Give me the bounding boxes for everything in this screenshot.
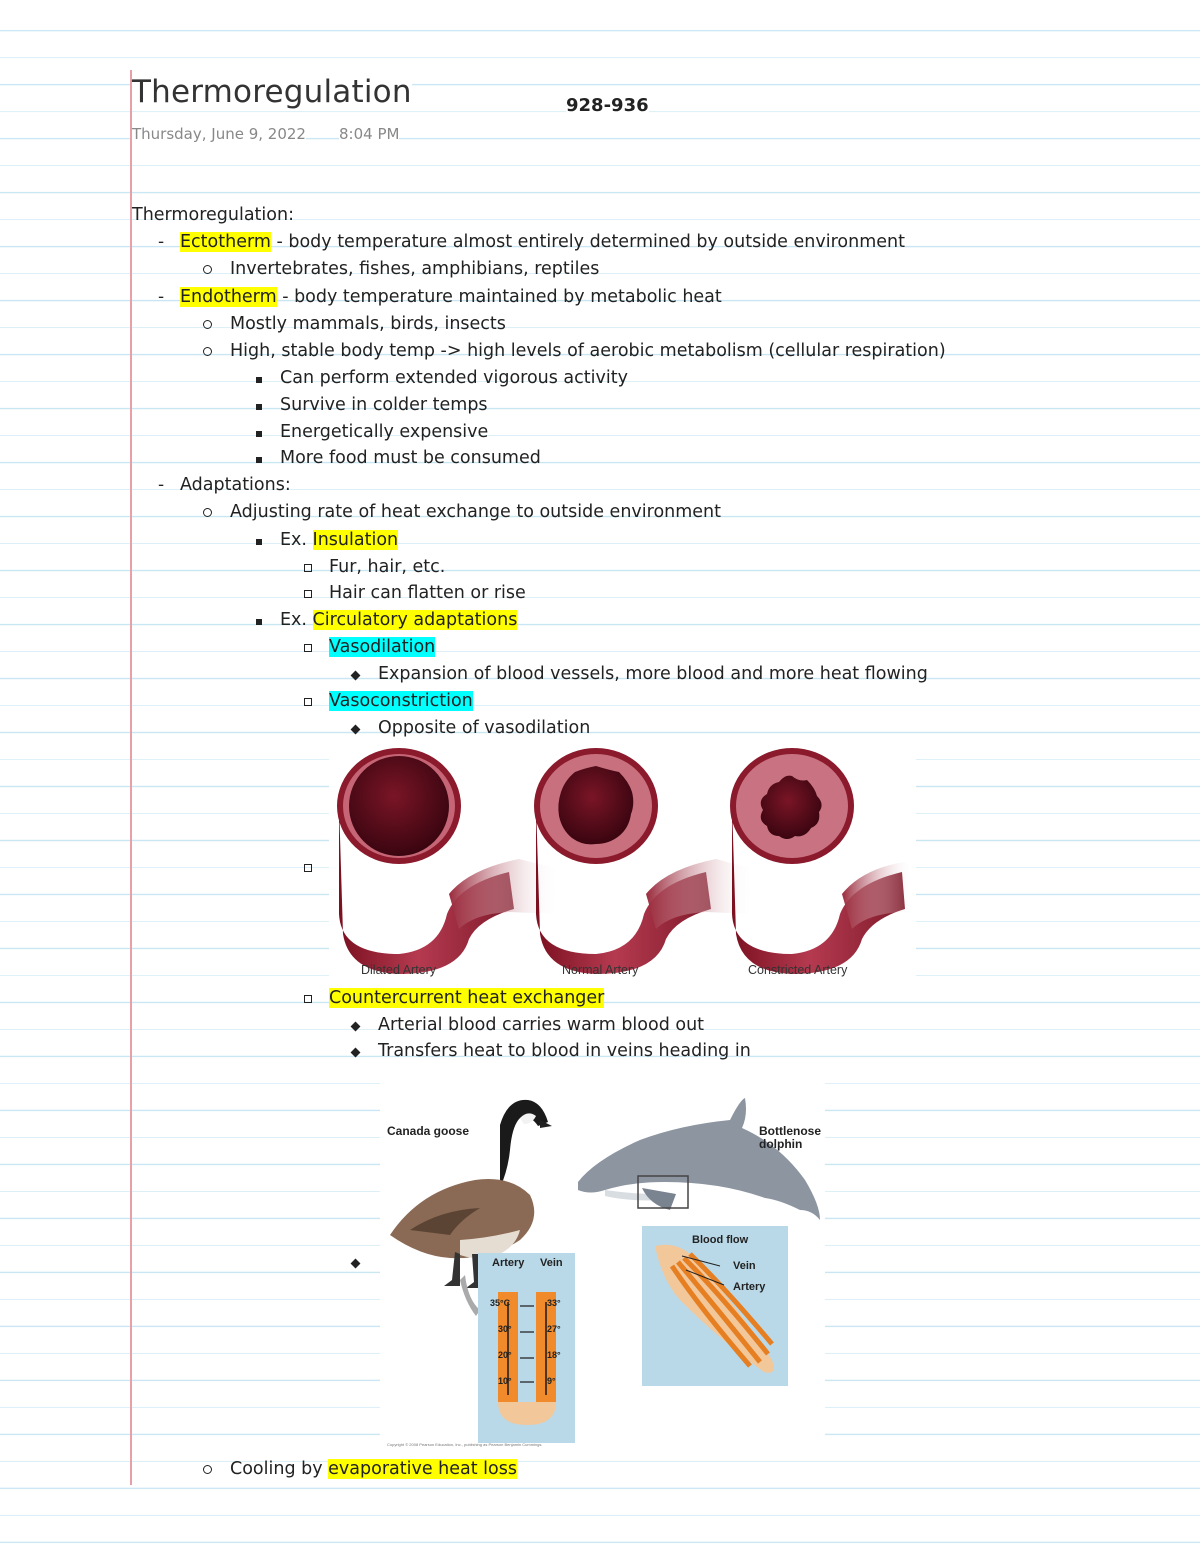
vasodilation-line: [329, 635, 435, 659]
insulation-example: Fur, hair, etc.: [329, 557, 446, 577]
normal-artery-label: Normal Artery: [562, 963, 639, 977]
hollow-square-bullet: [304, 986, 312, 1010]
vasodilation-definition: Expansion of blood vessels, more blood and more heat flowing: [378, 664, 928, 684]
page-range: 928-936: [566, 95, 649, 116]
diamond-bullet: [352, 662, 359, 686]
notes-heading: Thermoregulation:: [132, 205, 294, 225]
artery-figure: [329, 744, 916, 982]
endotherm-examples: Mostly mammals, birds, insects: [230, 314, 506, 334]
note-date: Thursday, June 9, 2022: [132, 125, 306, 143]
hollow-square-bullet: [304, 581, 312, 605]
dash-bullet: -: [158, 287, 165, 307]
ectotherm-term: Ectotherm: [180, 232, 271, 252]
vasoconstriction-definition: Opposite of vasodilation: [378, 718, 591, 738]
vein-temp: 9°: [547, 1376, 556, 1386]
countercurrent-point: Transfers heat to blood in veins heading in: [378, 1041, 751, 1061]
diamond-bullet: [352, 716, 359, 740]
ectotherm-line: Ectotherm - body temperature almost entirely determined by outside environment: [180, 232, 905, 252]
constricted-artery-label: Constricted Artery: [748, 963, 848, 977]
dolphin-artery-label: Artery: [733, 1281, 766, 1293]
circle-bullet: [203, 339, 212, 363]
circle-bullet: [203, 312, 212, 336]
diamond-bullet: [352, 1013, 359, 1037]
note-time: 8:04 PM: [339, 125, 400, 143]
dash-bullet: -: [158, 232, 165, 252]
circulatory-term: Circulatory adaptations: [312, 610, 518, 630]
artery-temp: 20°: [498, 1350, 512, 1360]
countercurrent-point: Arterial blood carries warm blood out: [378, 1015, 705, 1035]
adaptations-heading: Adaptations:: [180, 475, 291, 495]
goose-artery-label: Artery: [492, 1257, 525, 1269]
goose-heat-exchanger-diagram: [478, 1253, 575, 1443]
goose-vein-label: Vein: [540, 1257, 563, 1269]
countercurrent-line: [329, 986, 604, 1010]
countercurrent-figure: [380, 1070, 825, 1455]
endo-point: Energetically expensive: [280, 422, 489, 442]
dash-bullet: -: [158, 475, 165, 495]
dilated-artery-label: Dilated Artery: [361, 963, 437, 977]
endotherm-term: Endotherm: [180, 287, 277, 307]
dolphin-label: Bottlenose dolphin: [759, 1124, 822, 1151]
square-bullet: [256, 393, 262, 417]
circle-bullet: [203, 257, 212, 281]
artery-temp: 30°: [498, 1324, 512, 1334]
endotherm-metabolism: High, stable body temp -> high levels of aerobic metabolism (cellular respiration): [230, 341, 946, 361]
vein-temp: 18°: [547, 1350, 561, 1360]
page-title[interactable]: Thermoregulation: [132, 74, 412, 110]
dilated-artery-drawing: [337, 748, 559, 974]
hollow-square-bullet: [304, 855, 312, 879]
countercurrent-term: Countercurrent heat exchanger: [329, 988, 605, 1008]
figure-copyright: Copyright © 2008 Pearson Education, Inc., publishing as Pearson Benjamin Cummings.: [387, 1442, 543, 1447]
vein-temp: 33°: [547, 1298, 561, 1308]
artery-temp: 35°C: [490, 1298, 511, 1308]
circle-bullet: [203, 1457, 212, 1481]
circle-bullet: [203, 500, 212, 524]
dolphin-vein-label: Vein: [733, 1260, 756, 1272]
vasoconstriction-term: Vasoconstriction: [329, 691, 473, 711]
cooling-term: evaporative heat loss: [328, 1459, 517, 1479]
cooling-line: Cooling by evaporative heat loss: [230, 1459, 517, 1479]
hollow-square-bullet: [304, 555, 312, 579]
adjusting-line: Adjusting rate of heat exchange to outside environment: [230, 502, 722, 522]
square-bullet: [256, 528, 262, 552]
dolphin-drawing: [578, 1098, 820, 1220]
hollow-square-bullet: [304, 689, 312, 713]
diamond-bullet: [352, 1250, 359, 1274]
endo-point: More food must be consumed: [280, 448, 541, 468]
insulation-line: Ex. Insulation: [280, 530, 399, 550]
circulatory-line: Ex. Circulatory adaptations: [280, 610, 518, 630]
square-bullet: [256, 446, 262, 470]
vein-temp: 27°: [547, 1324, 561, 1334]
artery-temp: 10°: [498, 1376, 512, 1386]
square-bullet: [256, 608, 262, 632]
insulation-example: Hair can flatten or rise: [329, 583, 526, 603]
dolphin-heat-exchanger-diagram: [642, 1226, 788, 1386]
goose-label: Canada goose: [387, 1124, 470, 1138]
endotherm-line: Endotherm - body temperature maintained by metabolic heat: [180, 287, 722, 307]
square-bullet: [256, 366, 262, 390]
endo-point: Survive in colder temps: [280, 395, 488, 415]
hollow-square-bullet: [304, 635, 312, 659]
ectotherm-examples: Invertebrates, fishes, amphibians, reptiles: [230, 259, 600, 279]
blood-flow-label: Blood flow: [692, 1234, 749, 1246]
constricted-artery-drawing: [730, 748, 914, 974]
diamond-bullet: [352, 1039, 359, 1063]
page-margin-line: [130, 70, 132, 1485]
normal-artery-drawing: [534, 748, 754, 974]
artery-illustration: [329, 744, 916, 982]
endo-point: Can perform extended vigorous activity: [280, 368, 628, 388]
insulation-term: Insulation: [312, 530, 399, 550]
vasodilation-term: Vasodilation: [329, 637, 436, 657]
square-bullet: [256, 420, 262, 444]
vasoconstriction-line: [329, 689, 473, 713]
